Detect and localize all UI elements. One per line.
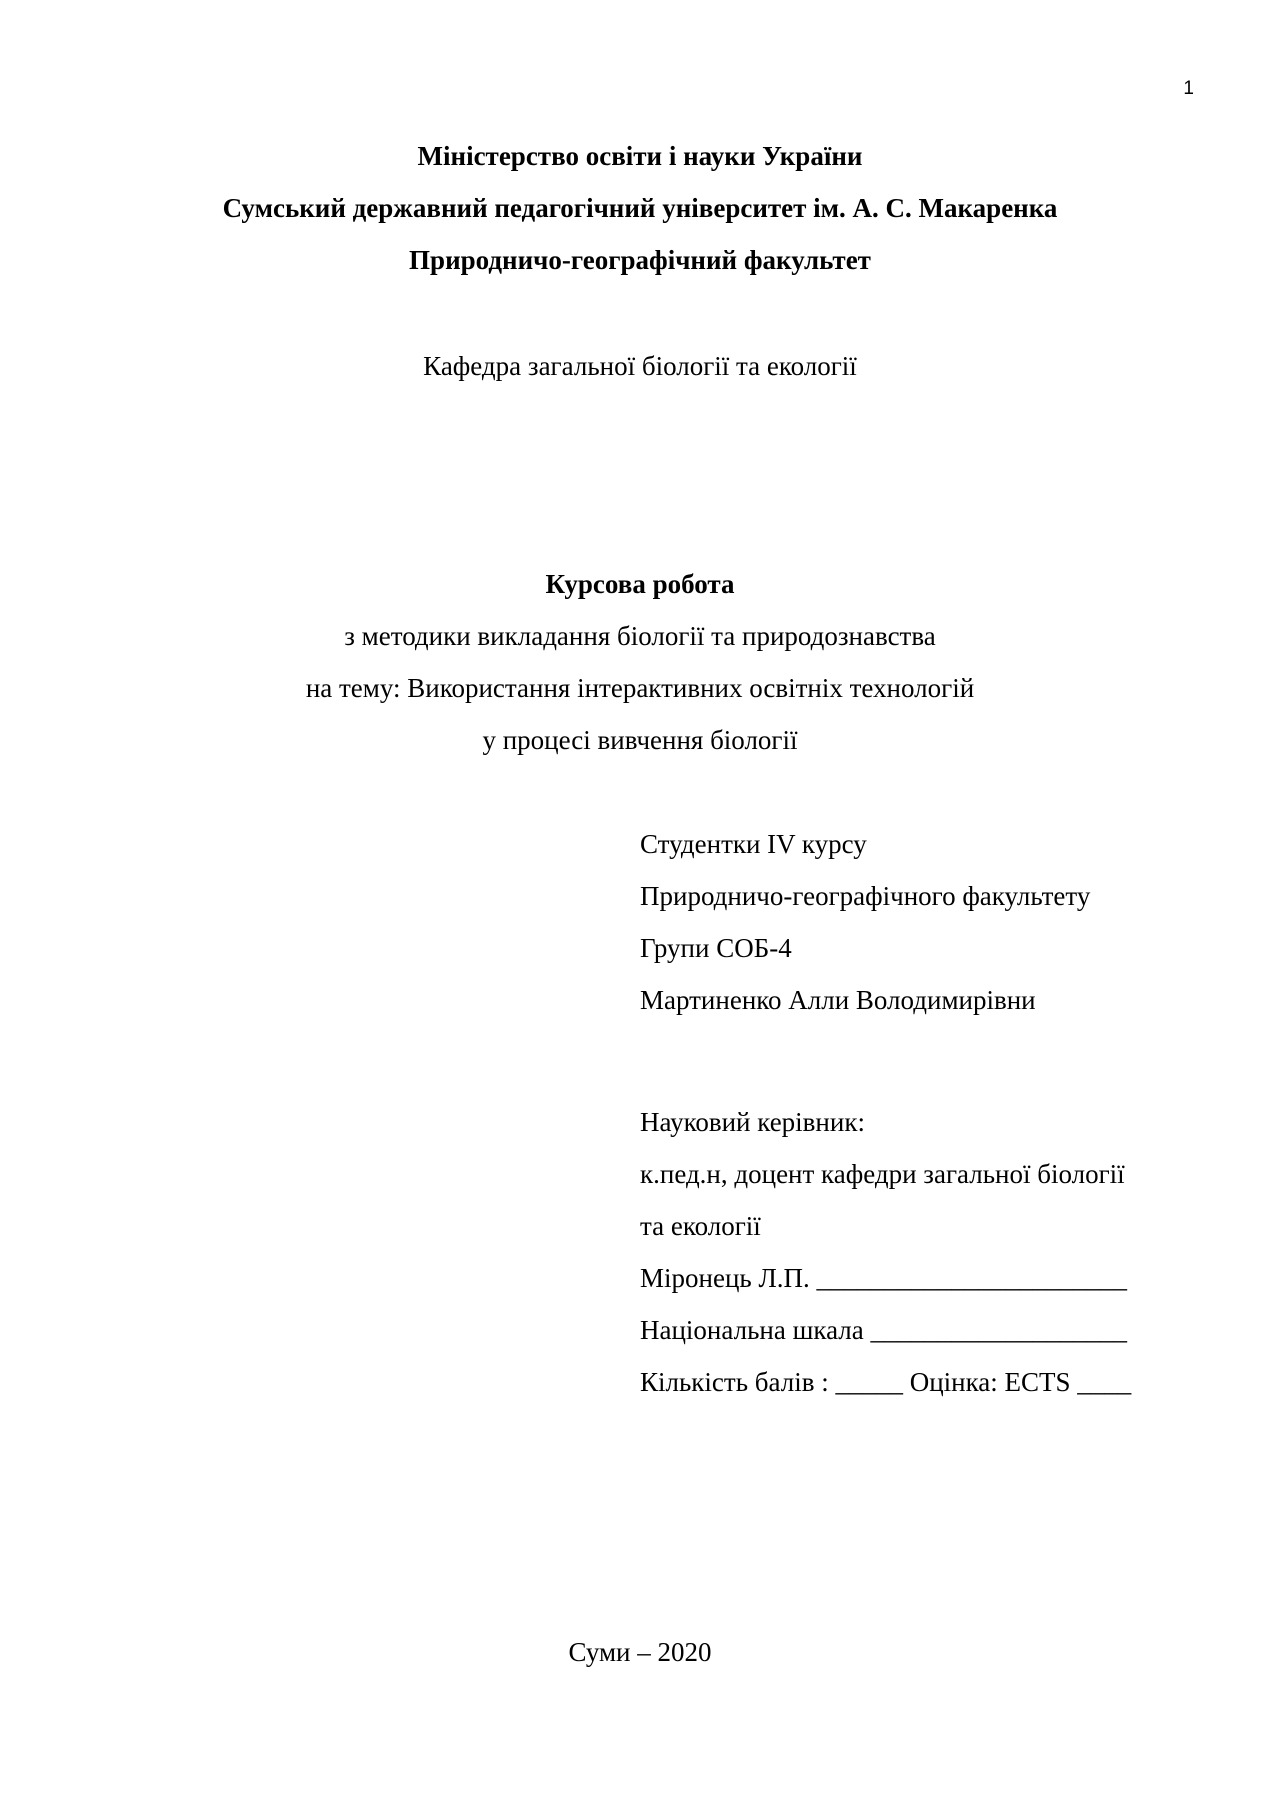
student-faculty: Природничо-географічного факультету [640, 881, 1091, 911]
student-course: Студентки IV курсу [640, 829, 867, 859]
score-line: Кількість балів : _____ Оцінка: ECTS ____ [640, 1367, 1132, 1397]
work-title-block [0, 558, 1280, 766]
title-header [0, 130, 1280, 286]
faculty-name: Природничо-географічний факультет [409, 245, 871, 275]
page-number: 1 [1183, 78, 1194, 99]
city-year: Суми – 2020 [568, 1637, 712, 1667]
student-name: Мартиненко Алли Володимирівни [640, 985, 1036, 1015]
work-subject: з методики викладання біології та природознавства [344, 621, 936, 651]
supervisor-position-line-1: к.пед.н, доцент кафедри загальної біології [640, 1159, 1125, 1189]
ministry-name: Міністерство освіти і науки України [417, 141, 863, 171]
department-name: Кафедра загальної біології та екології [423, 351, 857, 381]
work-topic-line-2: у процесі вивчення біології [482, 725, 798, 755]
student-info [640, 818, 1240, 1026]
supervisor-name-line: Міронець Л.П. _______________________ [640, 1263, 1128, 1293]
work-topic-line-1: на тему: Використання інтерактивних освітніх технологій [305, 673, 975, 703]
work-type: Курсова робота [545, 569, 735, 599]
supervisor-info [640, 1096, 1240, 1408]
university-name: Сумський державний педагогічний університет ім. А. С. Макаренка [222, 193, 1058, 223]
supervisor-position-line-2: та екології [640, 1211, 761, 1241]
national-scale-line: Національна шкала ___________________ [640, 1315, 1128, 1345]
student-group: Групи СОБ-4 [640, 933, 792, 963]
supervisor-label: Науковий керівник: [640, 1107, 865, 1137]
